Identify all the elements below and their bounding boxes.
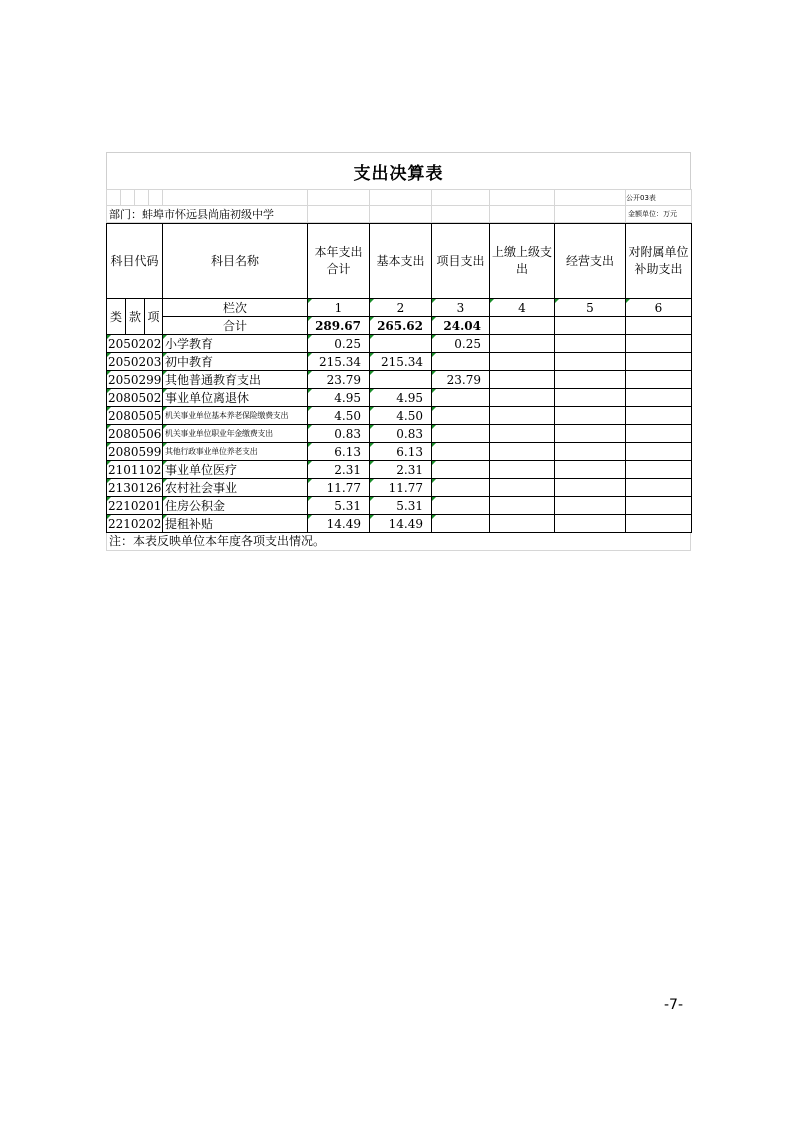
- page-number: -7-: [664, 997, 684, 1013]
- row-code: 2080502: [108, 390, 162, 405]
- row-name: 提租补贴: [163, 515, 308, 533]
- table-row: [107, 335, 692, 353]
- row-col5: [555, 335, 626, 353]
- row-col1: 0.83: [308, 425, 370, 443]
- row-col2: 6.13: [370, 443, 432, 461]
- table-note: 注：本表反映单位本年度各项支出情况。: [106, 533, 691, 551]
- header-col3: 项目支出: [432, 224, 490, 299]
- row-col1: 11.77: [308, 479, 370, 497]
- row-col5: [555, 461, 626, 479]
- row-col5: [555, 479, 626, 497]
- row-name: 其他行政事业单位养老支出: [163, 443, 308, 461]
- row-col2: 2.31: [370, 461, 432, 479]
- row-col1: 4.95: [308, 389, 370, 407]
- row-col5: [555, 407, 626, 425]
- table-row: [107, 407, 692, 425]
- table-row: [107, 443, 692, 461]
- row-col3: [432, 497, 490, 515]
- row-col3: 0.25: [432, 335, 490, 353]
- row-col2: 4.50: [370, 407, 432, 425]
- row-code: 2050202: [108, 336, 162, 351]
- row-col3: [432, 353, 490, 371]
- row-col1: 4.50: [308, 407, 370, 425]
- table-row: [107, 461, 692, 479]
- row-name: 事业单位离退休: [163, 389, 308, 407]
- row-col3: [432, 407, 490, 425]
- row-col5: [555, 497, 626, 515]
- col-number-5: 5: [555, 299, 626, 317]
- row-code: 2130126: [108, 480, 162, 495]
- row-col1: 14.49: [308, 515, 370, 533]
- col-number-3: 3: [432, 299, 490, 317]
- row-col2: 0.83: [370, 425, 432, 443]
- row-col4: [490, 479, 555, 497]
- row-col4: [490, 443, 555, 461]
- expenditure-table: [106, 223, 692, 533]
- row-col1: 23.79: [308, 371, 370, 389]
- row-col2: [370, 371, 432, 389]
- header-col5: 经营支出: [555, 224, 626, 299]
- row-name: 住房公积金: [163, 497, 308, 515]
- row-col4: [490, 353, 555, 371]
- header-lei: 类: [107, 299, 126, 335]
- row-col6: [626, 443, 692, 461]
- row-name: 初中教育: [163, 353, 308, 371]
- total-row: [107, 317, 692, 335]
- row-col5: [555, 389, 626, 407]
- total-col2: 265.62: [370, 317, 432, 335]
- row-col4: [490, 425, 555, 443]
- row-col1: 6.13: [308, 443, 370, 461]
- row-col5: [555, 425, 626, 443]
- row-col6: [626, 407, 692, 425]
- row-code: 2050299: [108, 372, 162, 387]
- header-col2: 基本支出: [370, 224, 432, 299]
- unit-label: 金额单位：万元: [626, 206, 692, 223]
- header-kuan: 款: [126, 299, 145, 335]
- row-col4: [490, 371, 555, 389]
- row-code: 2101102: [108, 462, 162, 477]
- form-code: 公开03表: [626, 190, 692, 206]
- header-name: 科目名称: [163, 224, 308, 299]
- row-name: 农村社会事业: [163, 479, 308, 497]
- total-col1: 289.67: [308, 317, 370, 335]
- col-number-6: 6: [626, 299, 692, 317]
- total-label: 合计: [163, 317, 308, 335]
- row-col2: 215.34: [370, 353, 432, 371]
- header-col1: 本年支出合计: [308, 224, 370, 299]
- row-col6: [626, 389, 692, 407]
- row-col1: 2.31: [308, 461, 370, 479]
- header-col6: 对附属单位补助支出: [626, 224, 692, 299]
- row-col3: [432, 479, 490, 497]
- row-col4: [490, 515, 555, 533]
- row-col4: [490, 335, 555, 353]
- row-col1: 0.25: [308, 335, 370, 353]
- row-code: 2210201: [108, 498, 162, 513]
- row-col6: [626, 497, 692, 515]
- table-title: 支出决算表: [353, 163, 444, 184]
- table-row: [107, 353, 692, 371]
- row-col6: [626, 461, 692, 479]
- table-row: [107, 371, 692, 389]
- row-col3: [432, 515, 490, 533]
- row-col6: [626, 515, 692, 533]
- row-col2: 14.49: [370, 515, 432, 533]
- meta-grid: [106, 189, 692, 223]
- header-code: 科目代码: [107, 224, 163, 299]
- header-col4: 上缴上级支出: [490, 224, 555, 299]
- row-col4: [490, 389, 555, 407]
- row-col4: [490, 407, 555, 425]
- row-name: 事业单位医疗: [163, 461, 308, 479]
- header-lanci: 栏次: [163, 299, 308, 317]
- table-row: [107, 497, 692, 515]
- row-col4: [490, 461, 555, 479]
- row-col3: [432, 425, 490, 443]
- row-col3: [432, 461, 490, 479]
- department-label: 部门：蚌埠市怀远县尚庙初级中学: [107, 206, 308, 223]
- row-col6: [626, 335, 692, 353]
- table-row: [107, 389, 692, 407]
- total-col3: 24.04: [432, 317, 490, 335]
- row-name: 机关事业单位基本养老保险缴费支出: [163, 407, 308, 425]
- row-col6: [626, 353, 692, 371]
- row-col1: 5.31: [308, 497, 370, 515]
- row-name: 小学教育: [163, 335, 308, 353]
- table-row: [107, 515, 692, 533]
- expenditure-sheet: [106, 152, 691, 551]
- col-number-2: 2: [370, 299, 432, 317]
- row-code: 2080505: [108, 408, 162, 423]
- row-col3: 23.79: [432, 371, 490, 389]
- row-col6: [626, 425, 692, 443]
- row-col3: [432, 389, 490, 407]
- header-xiang: 项: [145, 299, 163, 335]
- row-col2: 11.77: [370, 479, 432, 497]
- row-col5: [555, 353, 626, 371]
- row-col3: [432, 443, 490, 461]
- row-name: 机关事业单位职业年金缴费支出: [163, 425, 308, 443]
- row-col2: 5.31: [370, 497, 432, 515]
- table-row: [107, 479, 692, 497]
- col-number-4: 4: [490, 299, 555, 317]
- col-number-1: 1: [308, 299, 370, 317]
- row-col2: [370, 335, 432, 353]
- row-col1: 215.34: [308, 353, 370, 371]
- row-code: 2080599: [108, 444, 162, 459]
- table-row: [107, 425, 692, 443]
- title-row: [106, 152, 691, 189]
- row-col2: 4.95: [370, 389, 432, 407]
- row-col6: [626, 371, 692, 389]
- row-col6: [626, 479, 692, 497]
- row-col4: [490, 497, 555, 515]
- row-name: 其他普通教育支出: [163, 371, 308, 389]
- row-col5: [555, 443, 626, 461]
- row-col5: [555, 515, 626, 533]
- row-col5: [555, 371, 626, 389]
- row-code: 2050203: [108, 354, 162, 369]
- row-code: 2080506: [108, 426, 162, 441]
- row-code: 2210202: [108, 516, 162, 531]
